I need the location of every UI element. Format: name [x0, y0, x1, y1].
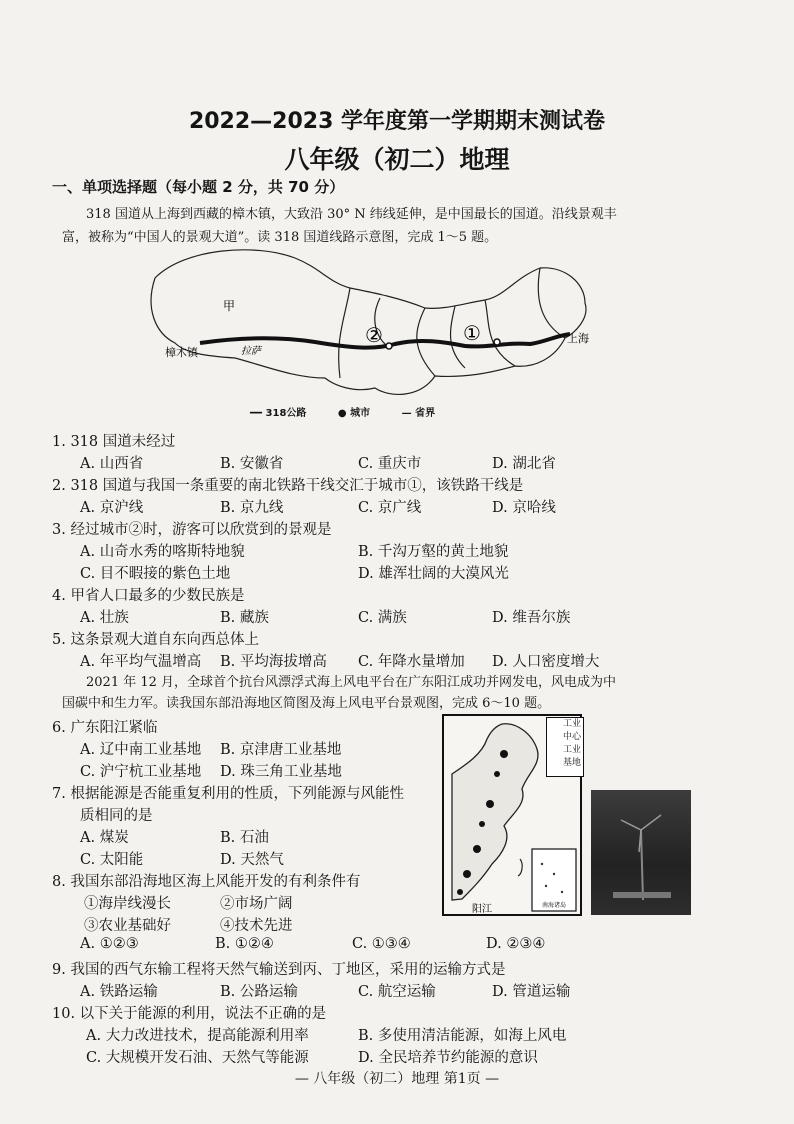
wind-platform-photo	[591, 790, 691, 915]
q10-opt-b[interactable]: B. 多使用清洁能源，如海上风电	[358, 1028, 567, 1044]
q8-stem: 8. 我国东部沿海地区海上风能开发的有利条件有	[52, 874, 361, 890]
q5-opt-c[interactable]: C. 年降水量增加	[358, 654, 465, 670]
map1-legend	[250, 404, 463, 419]
label-zhangmu: 樟木镇	[165, 346, 198, 359]
label-shanghai: 上海	[567, 332, 589, 345]
q3-opt-b[interactable]: B. 千沟万壑的黄土地貌	[358, 544, 509, 560]
q7-opt-a[interactable]: A. 煤炭	[80, 830, 129, 846]
q6-opt-b[interactable]: B. 京津唐工业基地	[220, 742, 342, 758]
q9-opt-b[interactable]: B. 公路运输	[220, 984, 298, 1000]
intro2-line2: 国碳中和生力军。读我国东部沿海地区简图及海上风电平台景观图，完成 6～10 题。	[62, 696, 551, 711]
legend-road: ━━ 318公路	[250, 408, 307, 419]
q9-opt-d[interactable]: D. 管道运输	[492, 984, 571, 1000]
legend-border: — 省界	[401, 408, 436, 419]
map2-legend: 工业 中心 工业 基地	[546, 717, 584, 777]
q4-stem: 4. 甲省人口最多的少数民族是	[52, 588, 245, 604]
q1-opt-b[interactable]: B. 安徽省	[220, 456, 284, 472]
q10-stem: 10. 以下关于能源的利用，说法不正确的是	[52, 1006, 327, 1022]
q7-opt-b[interactable]: B. 石油	[220, 830, 269, 846]
q5-opt-b[interactable]: B. 平均海拔增高	[220, 654, 327, 670]
q3-opt-d[interactable]: D. 雄浑壮阔的大漠风光	[358, 566, 509, 582]
q5-opt-a[interactable]: A. 年平均气温增高	[80, 654, 202, 670]
q10-opt-a[interactable]: A. 大力改进技术，提高能源利用率	[86, 1028, 309, 1044]
q4-opt-a[interactable]: A. 壮族	[80, 610, 129, 626]
legend-city: ● 城市	[337, 408, 371, 419]
label-city-1: ①	[463, 321, 481, 345]
q2-opt-d[interactable]: D. 京哈线	[492, 500, 556, 516]
page-footer: — 八年级（初二）地理 第1页 —	[294, 1071, 500, 1087]
q1-opt-c[interactable]: C. 重庆市	[358, 456, 422, 472]
label-jia: 甲	[223, 299, 236, 313]
province-border	[485, 300, 515, 366]
q7-stem-line2: 质相同的是	[80, 808, 153, 824]
q8-opt-d[interactable]: D. ②③④	[486, 936, 546, 952]
exam-subtitle: 八年级（初二）地理	[284, 145, 510, 174]
q8-item-2: ②市场广阔	[220, 896, 293, 912]
q6-opt-d[interactable]: D. 珠三角工业基地	[220, 764, 342, 780]
q3-stem: 3. 经过城市②时，游客可以欣赏到的景观是	[52, 522, 332, 538]
q8-item-4: ④技术先进	[220, 918, 293, 934]
q9-opt-a[interactable]: A. 铁路运输	[80, 984, 158, 1000]
province-border	[538, 268, 565, 338]
q2-opt-a[interactable]: A. 京沪线	[80, 500, 144, 516]
q10-opt-d[interactable]: D. 全民培养节约能源的意识	[358, 1050, 538, 1066]
q3-opt-c[interactable]: C. 目不暇接的紫色土地	[80, 566, 231, 582]
q9-opt-c[interactable]: C. 航空运输	[358, 984, 436, 1000]
q2-stem: 2. 318 国道与我国一条重要的南北铁路干线交汇于城市①，该铁路干线是	[52, 478, 524, 494]
province-border	[339, 288, 350, 378]
q4-opt-c[interactable]: C. 满族	[358, 610, 407, 626]
q1-opt-a[interactable]: A. 山西省	[80, 456, 144, 472]
q3-opt-a[interactable]: A. 山奇水秀的喀斯特地貌	[80, 544, 245, 560]
intro1-line2: 富，被称为“中国人的景观大道”。读 318 国道线路示意图，完成 1～5 题。	[62, 230, 498, 245]
city-2-marker	[386, 343, 392, 349]
label-lasa: 拉萨	[241, 346, 261, 357]
city-1-marker	[494, 339, 500, 345]
q1-stem: 1. 318 国道未经过	[52, 434, 176, 450]
label-yangjiang: 阳江	[472, 904, 492, 915]
q6-stem: 6. 广东阳江紧临	[52, 720, 158, 736]
q4-opt-b[interactable]: B. 藏族	[220, 610, 269, 626]
q4-opt-d[interactable]: D. 维吾尔族	[492, 610, 571, 626]
q7-stem: 7. 根据能源是否能重复利用的性质，下列能源与风能性	[52, 786, 404, 802]
q8-item-1: ①海岸线漫长	[84, 896, 171, 912]
intro1-line1: 318 国道从上海到西藏的樟木镇，大致沿 30° N 纬线延伸，是中国最长的国道。沿线景观丰	[86, 207, 617, 222]
q6-opt-c[interactable]: C. 沪宁杭工业基地	[80, 764, 202, 780]
section-heading: 一、单项选择题（每小题 2 分，共 70 分）	[52, 178, 345, 196]
q8-item-3: ③农业基础好	[84, 918, 171, 934]
q6-opt-a[interactable]: A. 辽中南工业基地	[80, 742, 202, 758]
inset-label: 南海诸岛	[541, 902, 567, 909]
route-318-map	[145, 238, 605, 403]
q8-opt-a[interactable]: A. ①②③	[80, 936, 139, 952]
q10-opt-c[interactable]: C. 大规模开发石油、天然气等能源	[86, 1050, 309, 1066]
q5-stem: 5. 这条景观大道自东向西总体上	[52, 632, 259, 648]
label-city-2: ②	[365, 323, 383, 347]
q9-stem: 9. 我国的西气东输工程将天然气输送到丙、丁地区，采用的运输方式是	[52, 962, 506, 978]
q8-opt-c[interactable]: C. ①③④	[352, 936, 411, 952]
q5-opt-d[interactable]: D. 人口密度增大	[492, 654, 600, 670]
q2-opt-b[interactable]: B. 京九线	[220, 500, 284, 516]
q2-opt-c[interactable]: C. 京广线	[358, 500, 422, 516]
q7-opt-d[interactable]: D. 天然气	[220, 852, 284, 868]
q8-opt-b[interactable]: B. ①②④	[215, 936, 274, 952]
q7-opt-c[interactable]: C. 太阳能	[80, 852, 144, 868]
exam-title: 2022—2023 学年度第一学期期末测试卷	[188, 109, 606, 134]
intro2-line1: 2021 年 12 月，全球首个抗台风漂浮式海上风电平台在广东阳江成功并网发电，风电成为中	[86, 675, 617, 690]
q1-opt-d[interactable]: D. 湖北省	[492, 456, 556, 472]
